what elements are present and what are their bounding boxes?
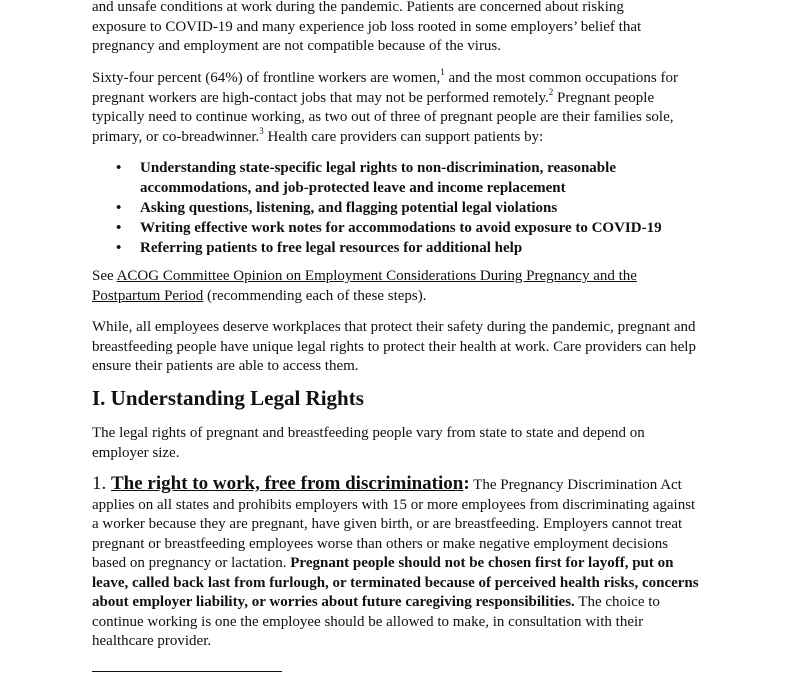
list-item: • Writing effective work notes for accommodations to avoid exposure to COVID-19 <box>116 220 662 236</box>
list-item: • Understanding state-specific legal rights to non-discrimination, reasonable accommodations, and job-protected leave and income replacement <box>116 160 616 196</box>
bullet-icon: • <box>116 240 122 256</box>
footnote-ref-2[interactable]: 2 <box>548 86 554 97</box>
right-title: The right to work, free from discrimination <box>111 473 464 494</box>
layoff-protection-emphasis: Pregnant people should not be chosen first for layoff, put on leave, called back last from furlough, or terminated because of perceived health risks, concerns about employer liability, or worries about future caregiving responsibilities. <box>92 555 699 610</box>
intro-line-3: pregnancy and employment are not compatible because of the virus. <box>92 38 502 54</box>
intro-paragraph <box>92 0 702 57</box>
list-item: • Asking questions, listening, and flagging potential legal violations <box>116 200 558 216</box>
bullet-icon: • <box>116 200 122 216</box>
acog-reference-paragraph: See ACOG Committee Opinion on Employment Considerations During Pregnancy and the Postpartum Period (recommending each of these steps). <box>92 268 637 304</box>
intro-line-1: and unsafe conditions at work during the pandemic. Patients are concerned about risking <box>92 0 624 15</box>
bullet-icon: • <box>116 160 122 176</box>
section-heading: I. Understanding Legal Rights <box>92 386 364 410</box>
unique-rights-paragraph: While, all employees deserve workplaces that protect their safety during the pandemic, pregnant and breastfeeding people have unique legal rights to protect their health at work. Care providers can help ensure their patients are able to access them. <box>92 319 696 374</box>
acog-committee-opinion-link[interactable]: ACOG Committee Opinion on Employment Considerations During Pregnancy and the Postpartum Period <box>92 268 637 304</box>
footnote-separator <box>92 671 282 672</box>
frontline-workers-paragraph: Sixty-four percent (64%) of frontline workers are women,$^1$ and the most common occupations for pregnant workers are high-contact jobs that may not be performed remotely.$^2$ Pregnant people typically need to continue working, as two out of three of pregnant people are their families sole, primary, or co-breadwinner.$^3$ Health care providers can support patients by: <box>92 67 679 145</box>
section-intro-paragraph: The legal rights of pregnant and breastfeeding people vary from state to state and depend on employer size. <box>92 425 645 461</box>
footnote-ref-3[interactable]: 3 <box>259 125 264 136</box>
right-number: 1. <box>92 473 111 494</box>
intro-line-2: exposure to COVID-19 and many experience job loss rooted in some employers’ belief that <box>92 18 642 35</box>
list-item: • Referring patients to free legal resources for additional help <box>116 240 523 256</box>
bullet-icon: • <box>116 220 122 236</box>
right-to-work-paragraph: 1. The right to work, free from discrimination: The Pregnancy Discrimination Act applies on all states and prohibits employers with 15 or more employees from discriminating against a worker because they are pregnant, have given birth, or are breastfeeding. Employers cannot treat pregnant or breastfeeding employees worse than others or make negative employment decisions based on pregnancy or lactation. Pregnant people should not be chosen first for layoff, put on leave, called back last from furlough, or terminated because of perceived health risks, concerns about employer liability, or worries about future caregiving responsibilities. The choice to continue working is one the employee should be allowed to make, in consultation with their healthcare provider. <box>92 473 699 649</box>
support-steps-list <box>92 158 702 258</box>
footnote-ref-1[interactable]: 1 <box>440 67 445 77</box>
